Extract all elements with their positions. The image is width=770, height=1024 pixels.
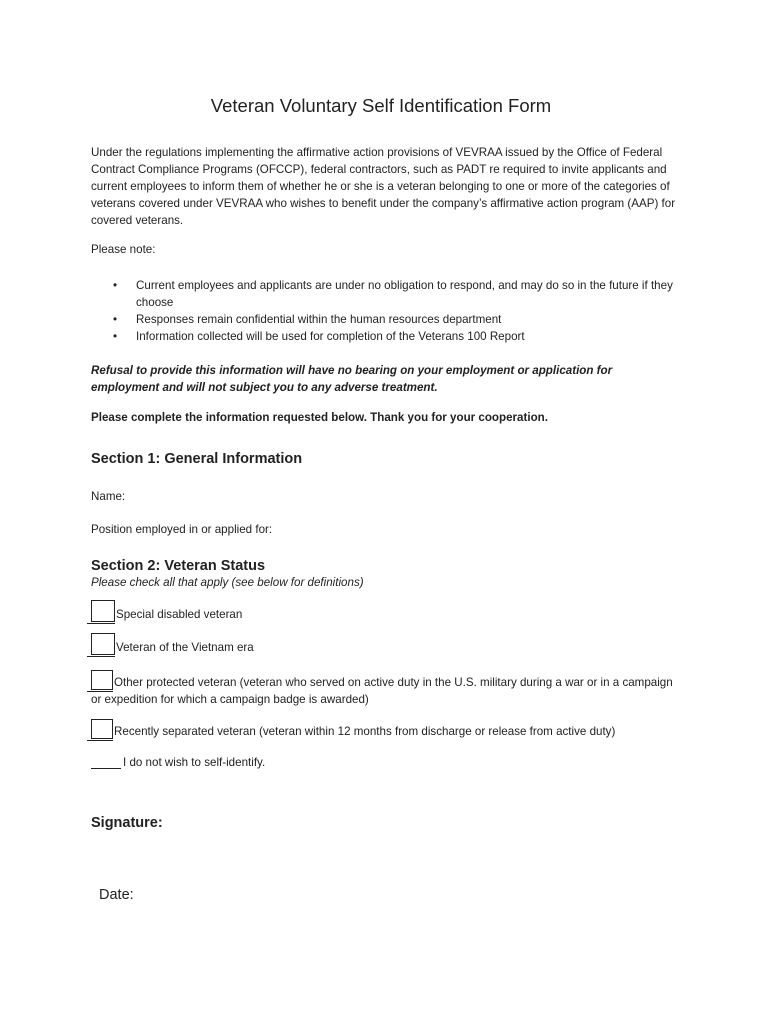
option-recently-separated (91, 719, 683, 740)
section2-heading: Section 2: Veteran Status (91, 558, 266, 574)
intro-paragraph: Under the regulations implementing the affirmative action provisions of VEVRAA issued by the Office of Federal Contract Compliance Programs (OFCCP), federal contractors, such as PADT re required to invite applicants and current employees to inform them of whether he or she is a veteran belonging to one or more of the categories of veterans covered under VEVRAA who wishes to benefit under the company’s affirmative action program (AAP) for covered veterans. (91, 146, 676, 227)
other-protected-checkbox[interactable] (91, 670, 113, 690)
name-field-label: Name: (91, 490, 126, 503)
option-vietnam-era (91, 633, 683, 656)
list-item: • Current employees and applicants are under no obligation to respond, and may do so in the future if they choose (91, 277, 683, 311)
position-field-label: Position employed in or applied for: (91, 523, 273, 536)
note-label: Please note: (91, 243, 156, 256)
list-item: • Responses remain confidential within the human resources department (91, 311, 683, 328)
option-other-protected (91, 670, 683, 708)
special-disabled-checkbox[interactable] (91, 600, 115, 622)
section2-instructions: Please check all that apply (see below for definitions) (91, 576, 364, 589)
signature-label: Signature: (91, 815, 163, 831)
option-label: Recently separated veteran (veteran within 12 months from discharge or release from active duty) (114, 725, 616, 738)
completion-request: Please complete the information requested below. Thank you for your cooperation. (91, 411, 548, 424)
option-label: Veteran of the Vietnam era (116, 641, 254, 654)
option-no-identify (91, 754, 683, 771)
section1-heading: Section 1: General Information (91, 451, 303, 467)
date-label: Date: (99, 887, 134, 903)
no-identify-checkbox[interactable] (91, 754, 121, 769)
recently-separated-checkbox[interactable] (91, 719, 113, 739)
list-item: • Information collected will be used for completion of the Veterans 100 Report (91, 328, 683, 345)
page-title: Veteran Voluntary Self Identification Form (210, 95, 552, 116)
option-special-disabled (91, 600, 683, 623)
option-label: I do not wish to self-identify. (123, 756, 266, 769)
refusal-statement: Refusal to provide this information will have no bearing on your employment or application for employment and will not subject you to any adverse treatment. (91, 364, 613, 394)
vietnam-era-checkbox[interactable] (91, 633, 115, 655)
note-list (91, 277, 683, 345)
option-label: Special disabled veteran (116, 608, 243, 621)
option-label: Other protected veteran (veteran who served on active duty in the U.S. military during a war or in a campaign or expedition for which a campaign badge is awarded) (91, 676, 673, 706)
